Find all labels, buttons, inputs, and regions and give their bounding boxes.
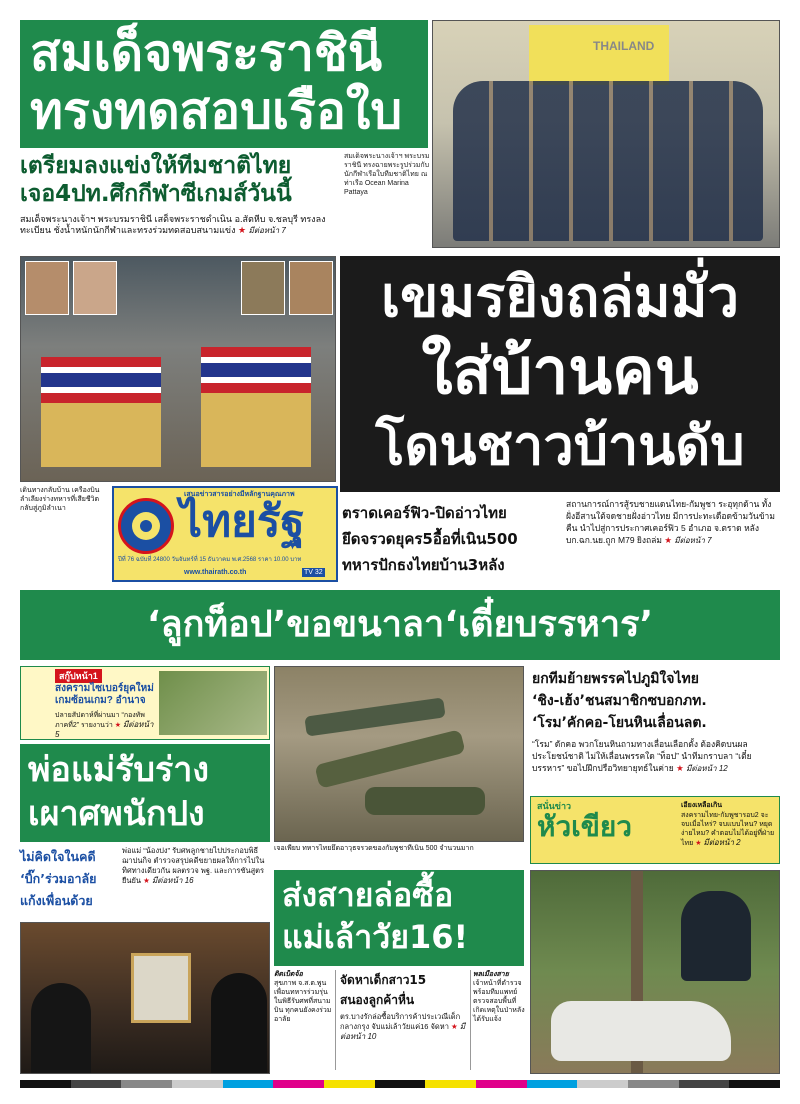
masthead-emblem-icon xyxy=(118,498,174,554)
white-sheet xyxy=(551,1001,731,1061)
main-headline-line3: โดนชาวบ้านดับ xyxy=(375,414,745,477)
promo-title: สงครามไซเบอร์ยุคใหม่ เกมซ้อนเกม? อำนาจ xyxy=(55,683,154,706)
masthead-issue-line: ปีที่ 76 ฉบับที่ 24800 วันจันทร์ที่ 15 ธันวาคม พ.ศ.2568 ราคา 10.00 บาท xyxy=(118,557,302,563)
masthead-tagline: เสนอข่าวสารอย่างมีหลักฐานคุณภาพ xyxy=(184,491,295,498)
hua-khiao-label: สนั่นข่าว xyxy=(537,801,572,811)
hua-khiao-box[interactable] xyxy=(530,796,780,864)
bribe-headline-line2: แม่เล้าวัย16! xyxy=(282,918,469,956)
main-subheads xyxy=(342,500,562,578)
masthead-title: ไทยรัฐ xyxy=(180,496,305,547)
top-subhead-line1: เตรียมลงแข่งให้ทีมชาติไทย xyxy=(20,153,292,179)
top-body: สมเด็จพระนางเจ้าฯ พระบรมราชินี เสด็จพระราชดำเนิน อ.สัตหีบ จ.ชลบุรี ทรงลงทะเบียน ชั่งน้ำหนักนักกีฬาและทรงร่วมทดสอบสนามแข่ง ★ มีต่อหน้า 7 xyxy=(20,214,326,235)
main-body: สถานการณ์การสู้รบชายแดนไทย-กัมพูชา ระอุทุกด้าน ทั้งฝั่งอีสานใต้จดชายฝั่งอ่าวไทย มีการปะทะเดือดข้ามวันข้ามคืน นำไปสู่การประกาศเคอร์ฟิว 5 อำเภอ จ.ตราด หลัง บก.ฉก.นย.ถูก M79 ยิงถล่ม ★ มีต่อหน้า 7 xyxy=(566,499,775,545)
bribe-headline-box xyxy=(274,870,524,966)
hua-khiao-title: หัวเขียว xyxy=(537,810,633,843)
bribe-sub1: จัดหาเด็กสาว15 xyxy=(340,973,427,987)
officer-figure xyxy=(681,891,751,981)
politics-body: “โรม” ดักคอ พวกโยนหินถามทางเลื่อนเลือกตั้ง ต้องคิดบนผลประโยชน์ชาติ ไม่ให้เลื่อนพรรคใด “ท็อป” นำทีมกราบลา “เตี๋ยบรรหาร” ขอไปฝึกปรือวิทยายุทธ์ในค่าย ★ มีต่อหน้า 12 xyxy=(532,739,752,773)
politics-headline-line3: ‘โรม’คักคอ-โยนหินเลื่อนลต. xyxy=(532,715,707,731)
hua-khiao-body: สงครามไทย-กัมพูชารอบ2 จะจบเมื่อไหร่? จบแบบไหน? หยุดง่ายไหม? คำตอบไม่ได้อยู่ที่ฝ่ายไทย ★ มีต่อหน้า 2 xyxy=(681,812,775,847)
portrait-1 xyxy=(25,261,69,315)
mourner-1 xyxy=(31,983,91,1074)
bribe-subheads xyxy=(340,970,466,1010)
parents-sub1: ไม่คิดใจในคดี xyxy=(20,849,96,864)
main-sub3: ทหารปักธงไทยบ้าน3หลัง xyxy=(342,556,505,574)
promo-body: ปลายสัปดาห์ที่ผ่านมา “กองทัพภาคที่2” รายงานว่า ★ มีต่อหน้า 5 xyxy=(55,712,154,739)
politics-headlines xyxy=(532,668,782,734)
parents-subheads xyxy=(20,846,120,912)
bribe-sub2: สนองลูกค้าหื่น xyxy=(340,993,415,1007)
politics-headline-line1: ยกทีมย้ายพรรคไปภูมิใจไทย xyxy=(532,671,699,687)
promo-label: สกู๊ปหน้า1 xyxy=(55,669,102,683)
main-sub2: ยึดจรวดยุคร5อื้อที่เนิน500 xyxy=(342,530,518,548)
bribe-headline-line1: ส่งสายล่อซื้อ xyxy=(282,876,454,914)
bribe-col2 xyxy=(470,970,526,1070)
flag-coffin-left xyxy=(41,357,161,467)
main-headline-box xyxy=(340,256,780,492)
photo-backdrop-sign xyxy=(529,25,669,85)
photo-sign-text: THAILAND xyxy=(593,39,655,53)
weapons-caption: เจอเพียบ ทหารไทยยึดอาวุธจรวดของกัมพูชาที่เนิน 500 จำนวนมาก xyxy=(274,845,474,852)
bribe-body: ตร.บางรักล่อซื้อบริการค้าประเวณีเด็กกลางกรุง จับแม่เล้าวัยแค่16 จัดหา ★ มีต่อหน้า 10 xyxy=(340,1012,466,1041)
bribe-col1 xyxy=(274,970,336,1070)
portrait-3 xyxy=(241,261,285,315)
top-headline-line1: สมเด็จพระราชินี xyxy=(30,24,383,82)
masthead xyxy=(112,486,338,582)
parents-headline-line1: พ่อแม่รับร่าง xyxy=(28,750,209,790)
masthead-website[interactable]: www.thairath.co.th xyxy=(184,569,247,576)
flag-coffin-right xyxy=(201,347,311,467)
hua-khiao-byline: เอียงเหลือเกิน xyxy=(681,802,723,809)
bribe-col1-title: ติดเบ็ดจ้อ xyxy=(274,971,303,978)
main-sub1: ตราดเคอร์ฟิว-ปิดอ่าวไทย xyxy=(342,504,507,522)
queen-sailing-team-photo xyxy=(432,20,780,248)
team-group-silhouette xyxy=(453,81,763,241)
parents-headline-line2: เผาศพนักปง xyxy=(28,794,205,834)
parents-sub2: ‘บิ๊ก’ร่วมอาลัย xyxy=(20,871,97,886)
bribe-col2-body: เจ้าหน้าที่ตำรวจพร้อมทีมแพทย์ตรวจสอบพื้นที่เกิดเหตุในป่าหลังได้รับแจ้ง xyxy=(473,980,525,1023)
main-headline-line2: ใส่บ้านคน xyxy=(421,335,699,409)
promo-photo xyxy=(159,671,267,735)
top-headline-line2: ทรงทดสอบเรือใบ xyxy=(30,82,403,140)
bribe-col2-title: พลเมืองสาย xyxy=(473,971,509,978)
top-photo-caption: สมเด็จพระนางเจ้าฯ พระบรมราชินี ทรงฉายพระรูปร่วมกับนักกีฬาเรือใบทีมชาติไทย ณ ท่าเรือ Ocean Marina Pattaya xyxy=(344,153,430,196)
top-subhead xyxy=(20,152,340,208)
color-registration-bar xyxy=(20,1080,780,1088)
banner-headline-box xyxy=(20,590,780,660)
portrait-frame xyxy=(131,953,191,1023)
rocket-launcher-3 xyxy=(365,787,485,815)
parents-headline-box xyxy=(20,744,270,842)
parents-body: พ่อแม่ “น้องปง” รับศพลูกชายไปประกอบพิธีฌาปนกิจ ตำรวจสรุปคดีขยายผลให้การไปในทิศทางเดียวกัน ผลตรวจ พฐ. และการชันสูตรยืนยัน ★ มีต่อหน้า 16 xyxy=(122,846,265,885)
forest-investigation-photo xyxy=(530,870,780,1074)
parents-sub3: แก้งเพื่อนด้วย xyxy=(20,893,93,908)
portrait-2 xyxy=(73,261,117,315)
repatriation-caption: เดินทางกลับบ้าน เครื่องบินลำเลียงร่างทหารที่เสียชีวิตกลับสู่ภูมิลำเนา xyxy=(20,487,100,512)
portrait-4 xyxy=(289,261,333,315)
funeral-photo xyxy=(20,922,270,1074)
top-headline-box xyxy=(20,20,428,148)
mourner-2 xyxy=(211,973,267,1074)
rocket-launcher-1 xyxy=(304,697,445,736)
bribe-col1-body: สุขภาพ จ.ส.ต.พูน เพื่อนทหารร่วมรุ่นในพิธีรับศพที่สนามบิน ทุกคนยังคงร่วมอาลัย xyxy=(274,980,332,1023)
seized-weapons-photo xyxy=(274,666,524,842)
politics-headline-line2: ‘ชิง-เฮ้ง’ชนสมาชิกซบอกภท. xyxy=(532,693,707,709)
masthead-tv-label: TV 32 xyxy=(304,569,323,576)
promo-box[interactable] xyxy=(20,666,270,740)
top-subhead-line2: เจอ4ปท.ศึกกีฬาซีเกมส์วันนี้ xyxy=(20,181,292,207)
banner-headline: ‘ลูกท็อป’ขอขนาลา‘เตี๋ยบรรหาร’ xyxy=(146,604,654,645)
repatriation-photo xyxy=(20,256,336,482)
main-headline-line1: เขมรยิงถล่มมั่ว xyxy=(380,265,740,330)
rocket-launcher-2 xyxy=(314,729,465,789)
